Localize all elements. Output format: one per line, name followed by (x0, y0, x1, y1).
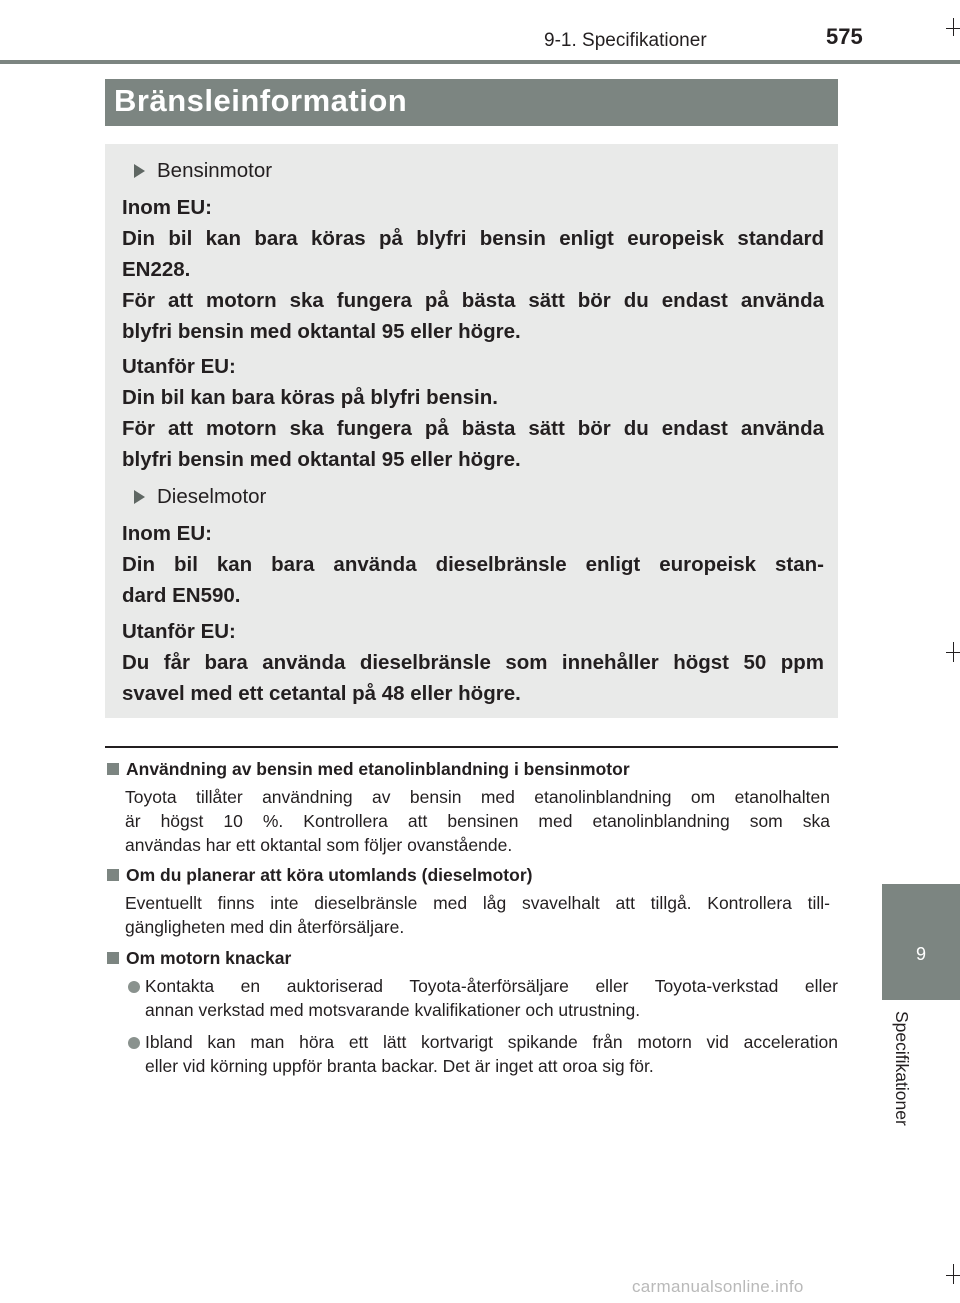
watermark: carmanualsonline.info (632, 1277, 804, 1296)
square-bullet-icon (107, 763, 119, 775)
chapter-label-text: Specifikationer (892, 1011, 912, 1126)
diesel-heading-label: Dieselmotor (157, 485, 267, 508)
section-divider (105, 746, 838, 748)
petrol-line: Utanför EU: (122, 355, 236, 378)
triangle-right-icon (134, 164, 145, 178)
note-text: användas har ett oktantal som följer ovanstående. (125, 835, 513, 855)
page-title: Bränsleinformation (114, 83, 408, 118)
circle-bullet-icon (128, 1037, 140, 1049)
note-heading-label: Om du planerar att köra utomlands (dieselmotor) (126, 865, 533, 885)
note-text: är högst 10 %. Kontrollera att bensinen med etanolinblandning som ska (125, 811, 830, 831)
diesel-line: Du får bara använda dieselbränsle som innehåller högst 50 ppm (122, 651, 824, 674)
bullet-text: eller vid körning uppför branta backar. Det är inget att oroa sig för. (145, 1056, 654, 1076)
chapter-label (890, 1011, 914, 1139)
running-header-section: 9-1. Specifikationer (544, 30, 707, 51)
diesel-line: Utanför EU: (122, 620, 236, 643)
petrol-heading-label: Bensinmotor (157, 159, 273, 182)
diesel-line: Inom EU: (122, 522, 212, 545)
crop-mark (953, 18, 954, 36)
bullet-text: Kontakta en auktoriserad Toyota-återförsäljare eller Toyota-verkstad eller (145, 976, 838, 996)
petrol-line: För att motorn ska fungera på bästa sätt bör du endast använda (122, 289, 824, 312)
page-number: 575 (826, 24, 863, 49)
petrol-line: Din bil kan bara köras på blyfri bensin. (122, 386, 498, 409)
square-bullet-icon (107, 869, 119, 881)
crop-mark (953, 1264, 954, 1284)
note-heading-label: Om motorn knackar (126, 948, 292, 968)
triangle-right-icon (134, 490, 145, 504)
petrol-line: EN228. (122, 258, 191, 281)
note-heading (107, 948, 291, 969)
petrol-line: blyfri bensin med oktantal 95 eller högre. (122, 320, 521, 343)
petrol-engine-heading (134, 159, 272, 183)
note-text: Toyota tillåter användning av bensin med etanolinblandning om etanolhalten (125, 787, 830, 807)
header-rule (0, 60, 960, 64)
crop-mark (953, 642, 954, 662)
note-text: Eventuellt finns inte dieselbränsle med låg svavelhalt att tillgå. Kontrollera till- (125, 893, 830, 913)
note-heading-label: Användning av bensin med etanolinblandning i bensinmotor (126, 759, 630, 779)
bullet-text: Ibland kan man höra ett lätt kortvarigt spikande från motorn vid acceleration (145, 1032, 838, 1052)
diesel-line: Din bil kan bara använda dieselbränsle enligt europeisk stan- (122, 553, 824, 576)
chapter-number: 9 (915, 944, 926, 964)
petrol-line: För att motorn ska fungera på bästa sätt bör du endast använda (122, 417, 824, 440)
diesel-line: dard EN590. (122, 584, 241, 607)
note-heading (107, 759, 630, 780)
petrol-line: Inom EU: (122, 196, 212, 219)
chapter-tab[interactable] (882, 884, 960, 1000)
diesel-engine-heading (134, 485, 266, 509)
petrol-line: Din bil kan bara köras på blyfri bensin enligt europeisk standard (122, 227, 824, 250)
note-text: gängligheten med din återförsäljare. (125, 917, 405, 937)
petrol-line: blyfri bensin med oktantal 95 eller högre. (122, 448, 521, 471)
square-bullet-icon (107, 952, 119, 964)
bullet-text: annan verkstad med motsvarande kvalifikationer och utrustning. (145, 1000, 641, 1020)
note-heading (107, 865, 532, 886)
diesel-line: svavel med ett cetantal på 48 eller högre. (122, 682, 521, 705)
circle-bullet-icon (128, 981, 140, 993)
